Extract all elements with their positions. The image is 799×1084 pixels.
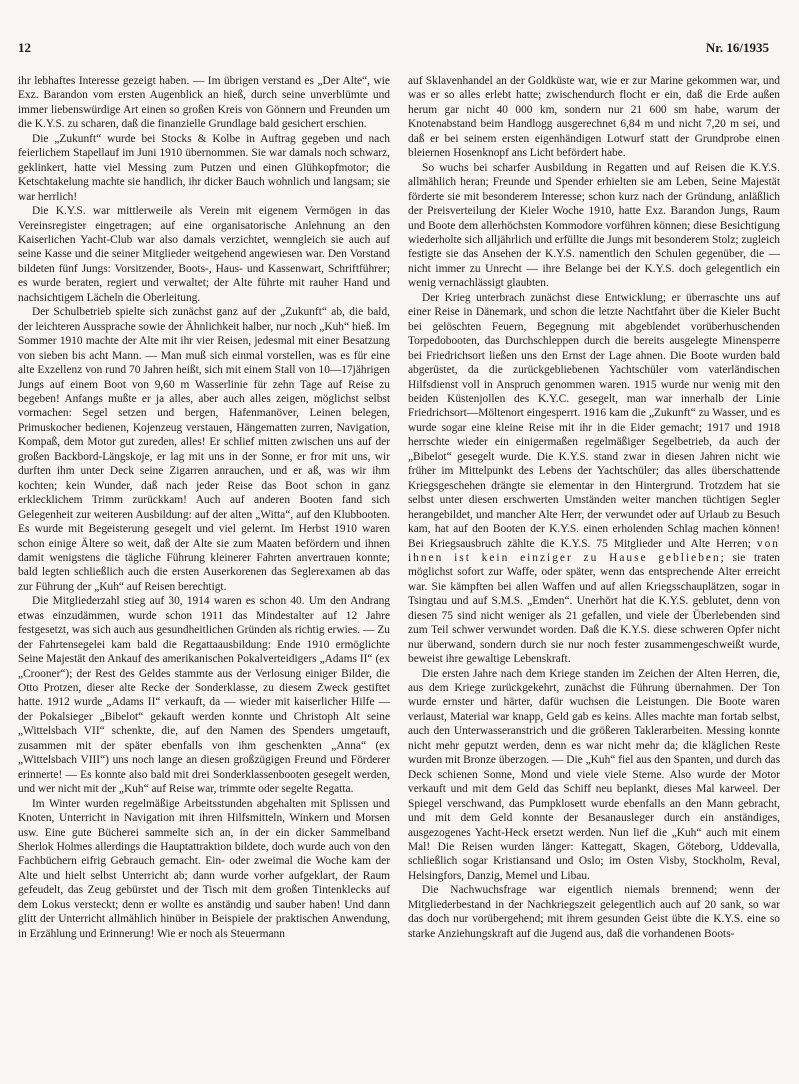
paragraph: ihr lebhaftes Interesse gezeigt haben. — Im übrigen verstand es „Der Alte“, wie Exz. Barandon vom ersten Augenblick an hieß, durch seine unverblümte und immer liebenswürdige Art einen so großen Kreis von Gönnern und Freunden um die K.Y.S. zu scharen, daß die finanzielle Grundlage bald gesichert erschien.	[18, 75, 390, 131]
paragraph: auf Sklavenhandel an der Goldküste war, wie er zur Marine gekommen war, und was er so alles erlebt hatte; zwischendurch flocht er ein, daß die Erde außen herum gar nicht 40 000 km, sondern nur 21 600 sm habe, warum der Knotenabstand beim Handlogg ausgerechnet 6,84 m und nicht 7,20 m sei, und daß er bei seinem ersten eigenhändigen Lotwurf statt der Grundprobe einen bleiernen Hosenknopf ans Licht befördert habe.	[408, 75, 780, 160]
paragraph: Die Nachwuchsfrage war eigentlich niemals brennend; wenn der Mitgliederbestand in der Nachkriegszeit gelegentlich auch auf 20 sank, so war das doch nur vorübergehend; mit ihrem gesunden Geist übte die K.Y.S. eine so starke Anziehungskraft auf die Jugend aus, daß die vorhandenen Boots-	[408, 884, 780, 940]
left-column	[18, 74, 390, 941]
paragraph: So wuchs bei scharfer Ausbildung in Regatten und auf Reisen die K.Y.S. allmählich heran; Freunde und Spender erhielten sie am Leben, Seine Majestät förderte sie mit besonderem Interesse; schon kurz nach der Gründung, anläßlich der Preisverteilung der Kieler Woche 1910, hatte Exz. Barandon Jungs, Raum und Boote dem allerhöchsten Kommodore vorführen können; diese Besichtigung wiederholte sich alljährlich und erfüllte die Jungs mit besonderem Stolz; zugleich festigte sie das Ansehen der K.Y.S. namentlich den Schulen gegenüber, die — nicht immer zu Unrecht — ihre Belange bei der K.Y.S. doch gelegentlich ein wenig vernachlässigt glaubten.	[408, 161, 780, 290]
right-column	[408, 74, 780, 941]
paragraph: Die ersten Jahre nach dem Kriege standen im Zeichen der Alten Herren, die, aus dem Kriege zurückgekehrt, zunächst die Führung übernahmen. Der Ton wurde ernster und härter, dafür wuchsen die Leistungen. Die Boote waren verlaust, Material war knapp, Geld gab es keins. Alles machte man fortab selbst, auch den Unterwasseranstrich und die größeren Taklerarbeiten. Messing konnte nicht mehr geputzt werden, denn es war nicht mehr da; die kläglichen Reste wurden mit Bronze überzogen. — Die „Kuh“ fiel aus den Spanten, und durch das Deck schienen Sonne, Mond und viele viele Sterne. Also wurde der Motor verkauft und mit dem Geld das Schiff neu beplankt, dieses Mal karweel. Der Spiegel verschwand, das Pumpklosett wurde ebenfalls an den Mann gebracht, und mit dem Geld konnte der Besanausleger durch ein anständiges, ausgezogenes Yacht-Heck ersetzt werden. Nun lief die „Kuh“ auch mit einem Mal! Die Reisen wurden länger: Kattegatt, Skagen, Göteborg, Uddevalla, schließlich sogar Kristiansand und Oslo; im Osten Visby, Stockholm, Reval, Helsingfors, Danzig, Memel und Libau.	[408, 667, 780, 882]
page-number: 12	[18, 40, 31, 55]
paragraph: Die „Zukunft“ wurde bei Stocks & Kolbe in Auftrag gegeben und nach feierlichem Stapellauf im Juni 1910 übernommen. Sie war damals noch schwarz, geklinkert, hatte viel Messing zum Putzen und einen Glühkopfmotor; die Ketschtakelung machte sie handlich, ihr dicker Bauch wohnlich und langsam; sie war herrlich!	[18, 132, 390, 203]
issue-number: Nr. 16/1935	[705, 40, 769, 55]
paragraph-text: Der Krieg unterbrach zunächst diese Entwicklung; er überraschte uns auf einer Reise in Dänemark, und schon die letzte Nachtfahrt über die Kieler Bucht bei gelöschten Feuern, Begegnung mit abgeblendet vorüberhuschenden Torpedobooten, das Durchschleppen durch die bereits ausgelegte Minensperre bei Friedrichsort ließen uns den Ernst der Lage ahnen. Die Boote wurden bald abgerüstet, da die zurückgebliebenen Yachtschüler vom vaterländischen Hilfsdienst voll in Anspruch genommen waren. 1915 wurde nur wenig mit den beiden Küstenjollen des K.Y.C. gesegelt, man war innerhalb der Linie Friedrichsort—Möltenort eingesperrt. 1916 kam die „Zukunft“ zu Wasser, und es wurde sogar eine kleine Reise mit ihr in die Eider gemacht; 1917 und 1918 herrschte wieder ein einigermaßen regelmäßiger Segelbetrieb, da auch der „Bibelot“ gesegelt wurde. Die K.Y.S. stand zwar in diesen Jahren nicht wie früher im Mittelpunkt des Lebens der Yachtschüler; das alles überschattende Kriegsgeschehen drängte sie elementar in den Hintergrund. Trotzdem hat sie selbst unter diesen erschwerten Umständen weiter manchen tüchtigen Segler herangebildet, und mancher Alte Herr, der verwundet oder auf Urlaub zu Besuch kam, hat auf den Booten der K.Y.S. einen erholenden Schlag machen können! Bei Kriegsausbruch zählte die K.Y.S. 75 Mitglieder und Alte Herren;	[408, 291, 780, 550]
paragraph: Die K.Y.S. war mittlerweile als Verein mit eigenem Vermögen in das Vereinsregister eingetragen; auf eine organisatorische Anlehnung an den Kaiserlichen Yacht-Club war also damals verzichtet, wenngleich sie auch auf seine Kasse und die seiner Mitglieder weitgehend angewiesen war. Den Vorstand bildeten fünf Jungs: Vorsitzender, Boots-, Haus- und Kassenwart, Schriftführer; es wurde beraten, regiert und verwaltet; der Alte führte mit rauher Hand und nachsichtigem Lächeln die Oberleitung.	[18, 205, 390, 304]
paragraph: Im Winter wurden regelmäßige Arbeitsstunden abgehalten mit Splissen und Knoten, Unterricht in Navigation mit ihren Hilfsmitteln, Winkern und Morsen usw. Eine gute Bücherei sammelte sich an, in der ein dicker Sammelband Sherlok Holmes allerdings die Hauptattraktion bildete, doch wurde auch von den Fachbüchern eifrig Gebrauch gemacht. Ein- oder zweimal die Woche kam der Alte und hielt selbst Unterricht ab; dann wurde vorher aufgeklart, der Raum gefeudelt, das Zeug gebürstet und der Tisch mit dem großen Tintenklecks auf dem Lokus versteckt; denn er wollte es anständig und sauber haben! Und dann glitt der Unterricht allmählich hinüber in Beispiele der praktischen Anwendung, in Erzählung und Erinnerung! Wie er noch als Steuermann	[18, 797, 390, 940]
paragraph	[408, 291, 780, 667]
emphasized-text: von ihnen ist kein einziger zu Hause geblieben	[408, 537, 780, 564]
paragraph-text: ; sie traten möglichst sofort zur Waffe, oder später, wenn das entsprechende Alter erreicht war. Sie kämpften bei allen Waffen und auf allen Kriegsschauplätzen, sogar in Tsingtau und auf S.M.S. „Emden“. Unerhört hat die K.Y.S. geblutet, denn von diesen 75 sind nicht weniger als 21 gefallen, und viele der Überlebenden sind zum Teil schwer verwundet worden. Daß die K.Y.S. diese schweren Opfer nicht nur überwand, sondern durch sie nur noch fester zusammengeschweißt wurde, beweist ihre gewaltige Lebenskraft.	[408, 551, 780, 666]
paragraph: Die Mitgliederzahl stieg auf 30, 1914 waren es schon 40. Um den Andrang etwas einzudämmen, wurde schon 1911 das Mindestalter auf 12 Jahre festgesetzt, was sich auch aus gesundheitlichen Gründen als richtig erwies. — Zu der Fahrtensegelei kam bald die Regattaausbildung: Ende 1910 ermöglichte Seine Majestät den Ankauf des amerikanischen Pokalverteidigers „Adams II“ (ex „Crooner“); der Rest des Geldes stammte aus der Verlosung einiger Bilder, die Otto Protzen, dieser alte Recke der Sonderklasse, zu diesem Zweck gestiftet hatte. 1912 wurde „Adams II“ verkauft, da — wieder mit kaiserlicher Hilfe — der Pokalsieger „Bibelot“ gekauft werden konnte und Christoph Alt seine „Wittelsbach VII“ schenkte, die, auf den Namen des Spenders umgetauft, zusammen mit der später ebenfalls von ihm geschenkten „Anna“ (ex „Wittelsbach VIII“) uns noch lange an diesen großzügigen Freund und Förderer erinnerte! — Es konnte also bald mit drei Sonderklassenbooten gesegelt werden, und wer nicht mit der „Kuh“ auf Reise war, trimmte oder segelte Regatta.	[18, 595, 390, 796]
paragraph: Der Schulbetrieb spielte sich zunächst ganz auf der „Zukunft“ ab, die bald, der leichteren Aussprache sowie der Ähnlichkeit halber, nur noch „Kuh“ hieß. Im Sommer 1910 machte der Alte mit ihr vier Reisen, jedesmal mit einer Besatzung von sieben bis acht Mann. — Man muß sich einmal vorstellen, was es für eine alte Exzellenz von rund 70 Jahren heißt, sich mit einem Stall von 10—17jährigen Jungs auf einem Boot von 9,60 m Wasserlinie für zehn Tage auf Reise zu begeben! Anfangs mußte er ja alles, aber auch alles zeigen, möglichst selbst vormachen: Segel setzen und bergen, Hafenmanöver, Leinen belegen, Primuskocher bedienen, Kojenzeug verstauen, Hängematten zurren, Navigation, Kompaß, dem Motor gut zureden, alles! Er schlief mitten zwischen uns auf der großen Backbord-Längskoje, er lag mit uns in der Sonne, er fror mit uns, wir durften ihm unter Deck seine Zigarren anrauchen, und er aß, was wir ihm kochten; kein Wunder, daß nach jeder Reise das Boot schon in ganz erklecklichem Trimm zurückkam! Auch auf anderen Booten fand sich Gelegenheit zur weiteren Ausbildung: auf der alten „Witta“, auf den Klubbooten. Es wurde mit Begeisterung gesegelt und viel gelernt. Im Herbst 1910 waren schon einige Ältere so weit, daß der Alte sie zum Maaten befördern und ihnen damit wenigstens die tägliche Führung kleinerer Fahrten anvertrauen konnte; bald legten schließlich auch die ersten Auserkorenen das Seglerexamen ab das zur Führung der „Kuh“ auf Reisen berechtigt.	[18, 306, 390, 593]
